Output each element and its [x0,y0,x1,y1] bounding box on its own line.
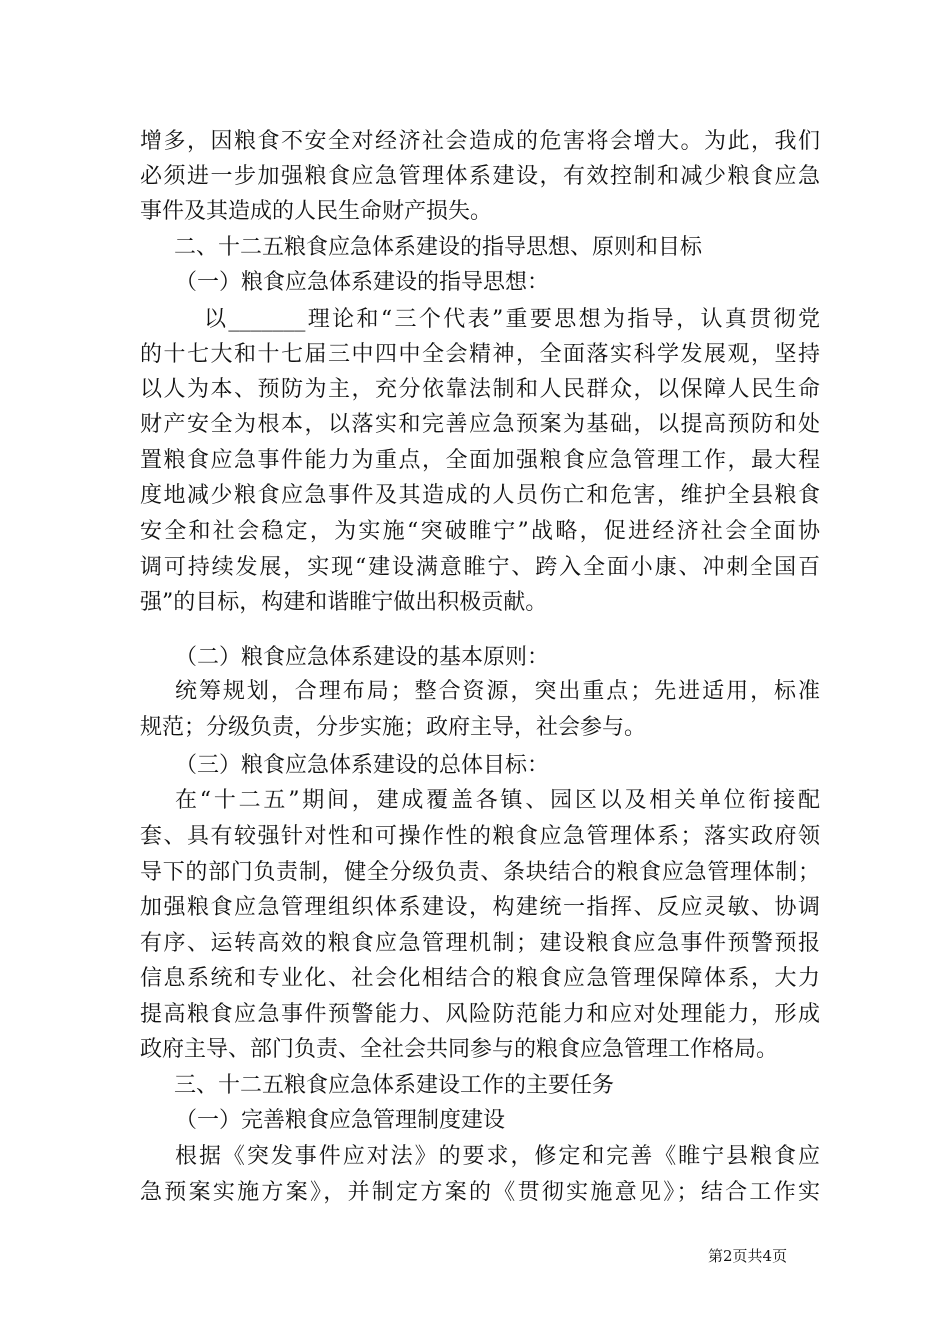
subsection-heading: （一）完善粮食应急管理制度建设 [175,1108,506,1133]
text-line: 规范；分级负责，分步实施；政府主导，社会参与。 [140,715,647,740]
text-line: 加强粮食应急管理组织体系建设，构建统一指挥、反应灵敏、协调 [140,895,820,920]
text-line: 置粮食应急事件能力为重点，全面加强粮食应急管理工作，最大程 [140,448,820,473]
section-heading: 二、十二五粮食应急体系建设的指导思想、原则和目标 [174,235,703,260]
text-line: 事件及其造成的人民生命财产损失。 [140,199,493,224]
subsection-heading: （三）粮食应急体系建设的总体目标： [175,753,550,778]
text-line: 度地减少粮食应急事件及其造成的人员伤亡和危害，维护全县粮食 [140,483,820,508]
text-line: 以人为本、预防为主，充分依靠法制和人民群众，以保障人民生命 [140,377,820,402]
page-number: 第2页共4页 [708,1247,788,1265]
text-line: 财产安全为根本，以落实和完善应急预案为基础，以提高预防和处 [140,412,820,437]
text-line: 的十七大和十七届三中四中全会精神，全面落实科学发展观，坚持 [140,342,820,367]
text-line: 政府主导、部门负责、全社会共同参与的粮食应急管理工作格局。 [140,1037,779,1062]
text-line: 套、具有较强针对性和可操作性的粮食应急管理体系；落实政府领 [140,824,820,849]
text-line: 调可持续发展，实现“建设满意睢宁、跨入全面小康、冲刺全国百 [140,555,820,580]
text-line: 在“十二五”期间，建成覆盖各镇、园区以及相关单位衔接配 [175,788,820,813]
text-line: 安全和社会稳定，为实施“突破睢宁”战略，促进经济社会全面协 [140,519,820,544]
text-line: 强”的目标，构建和谐睢宁做出积极贡献。 [140,590,548,615]
text-line: 根据《突发事件应对法》的要求，修定和完善《睢宁县粮食应 [175,1144,820,1169]
section-heading: 三、十二五粮食应急体系建设工作的主要任务 [174,1073,615,1098]
text-line: 急预案实施方案》，并制定方案的《贯彻实施意见》；结合工作实 [140,1180,820,1205]
text-line: 以_______理论和“三个代表”重要思想为指导，认真贯彻党 [204,307,820,332]
text-line: 有序、运转高效的粮食应急管理机制；建设粮食应急事件预警预报 [140,931,820,956]
text-line: 信息系统和专业化、社会化相结合的粮食应急管理保障体系，大力 [140,966,820,991]
text-line: 统筹规划，合理布局；整合资源，突出重点；先进适用，标准 [175,679,820,704]
text-line: 必须进一步加强粮食应急管理体系建设，有效控制和减少粮食应急 [140,164,820,189]
subsection-heading: （二）粮食应急体系建设的基本原则： [175,645,550,670]
subsection-heading: （一）粮食应急体系建设的指导思想： [175,270,550,295]
text-line: 提高粮食应急事件预警能力、风险防范能力和应对处理能力，形成 [140,1002,820,1027]
text-line: 增多，因粮食不安全对经济社会造成的危害将会增大。为此，我们 [140,129,820,154]
text-line: 导下的部门负责制，健全分级负责、条块结合的粮食应急管理体制； [140,860,820,885]
